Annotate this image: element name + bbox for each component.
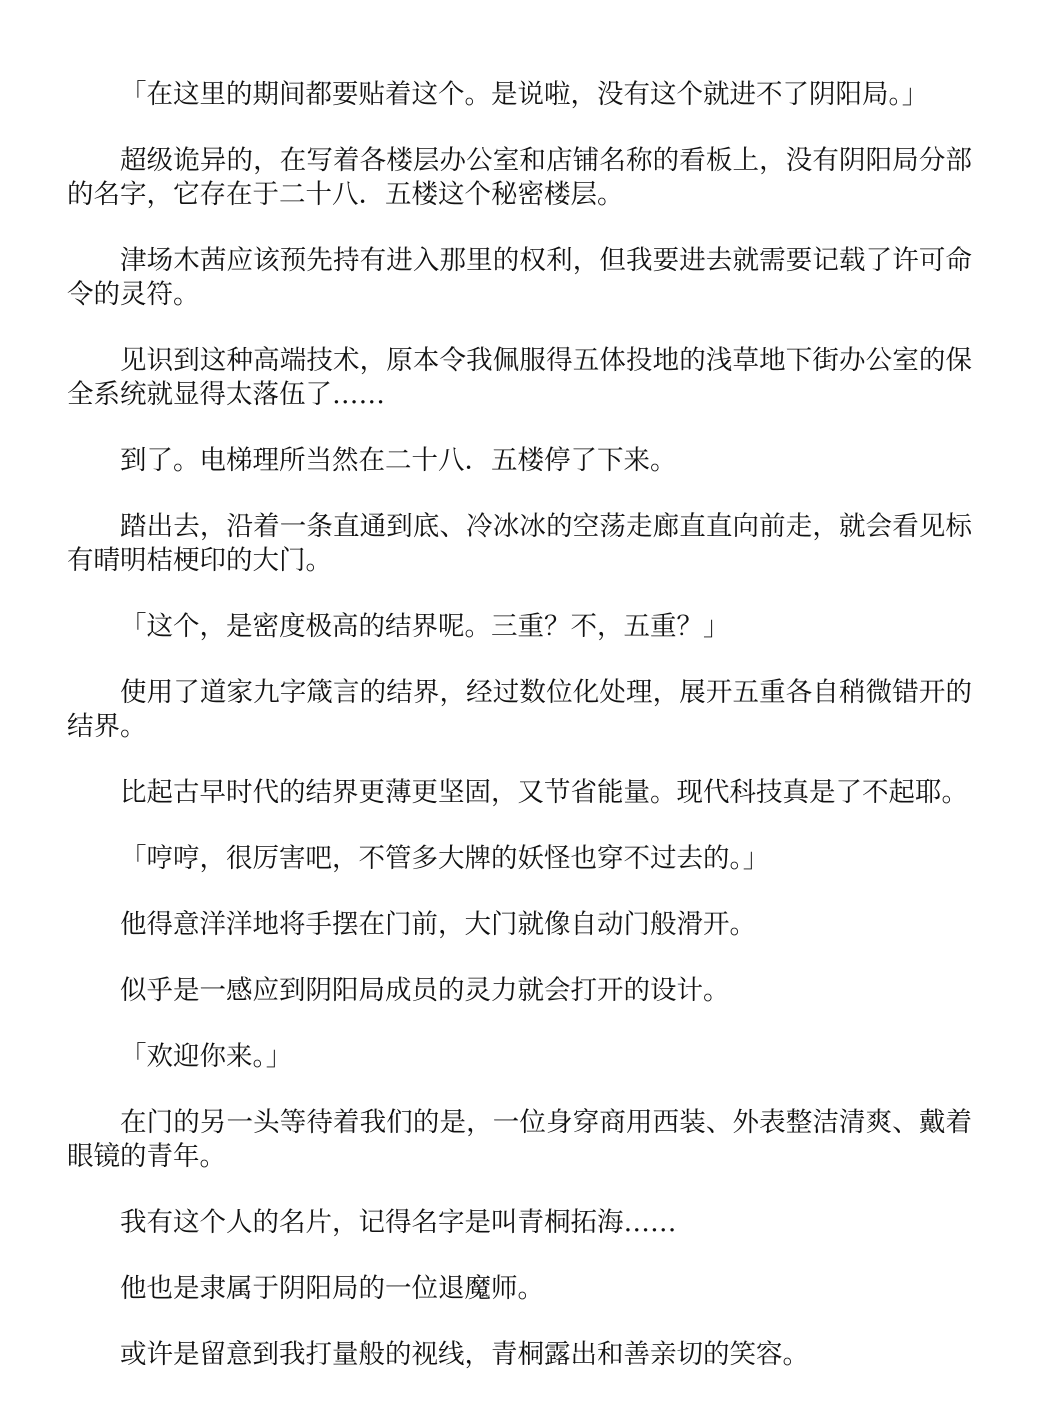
paragraph: 在门的另一头等待着我们的是，一位身穿商用西装、外表整洁清爽、戴着眼镜的青年。 [67, 1107, 972, 1172]
paragraph: 到了。电梯理所当然在二十八．五楼停了下来。 [120, 445, 677, 476]
paragraph: 或许是留意到我打量般的视线，青桐露出和善亲切的笑容。 [120, 1339, 809, 1370]
document-page [67, 78, 972, 1404]
paragraph: 使用了道家九字箴言的结界，经过数位化处理，展开五重各自稍微错开的结界。 [67, 677, 972, 742]
paragraph: 「欢迎你来。」 [120, 1041, 293, 1072]
paragraph: 似乎是一感应到阴阳局成员的灵力就会打开的设计。 [120, 975, 730, 1006]
paragraph: 他也是隶属于阴阳局的一位退魔师。 [120, 1273, 544, 1304]
paragraph: 他得意洋洋地将手摆在门前，大门就像自动门般滑开。 [120, 909, 756, 940]
paragraph: 「哼哼，很厉害吧，不管多大牌的妖怪也穿不过去的。」 [120, 843, 770, 874]
paragraph: 踏出去，沿着一条直通到底、冷冰冰的空荡走廊直直向前走，就会看见标有晴明桔梗印的大门。 [67, 511, 972, 576]
paragraph: 超级诡异的，在写着各楼层办公室和店铺名称的看板上，没有阴阳局分部的名字，它存在于二十八．五楼这个秘密楼层。 [67, 145, 972, 210]
paragraph: 见识到这种高端技术，原本令我佩服得五体投地的浅草地下街办公室的保全系统就显得太落伍了…… [67, 345, 972, 410]
paragraph: 「这个，是密度极高的结界呢。三重？不，五重？」 [120, 611, 730, 642]
paragraph: 「在这里的期间都要贴着这个。是说啦，没有这个就进不了阴阳局。」 [120, 79, 929, 110]
paragraph: 津场木茜应该预先持有进入那里的权利，但我要进去就需要记载了许可命令的灵符。 [67, 245, 972, 310]
paragraph: 我有这个人的名片，记得名字是叫青桐拓海…… [120, 1207, 677, 1238]
paragraph: 比起古早时代的结界更薄更坚固，又节省能量。现代科技真是了不起耶。 [120, 777, 968, 808]
